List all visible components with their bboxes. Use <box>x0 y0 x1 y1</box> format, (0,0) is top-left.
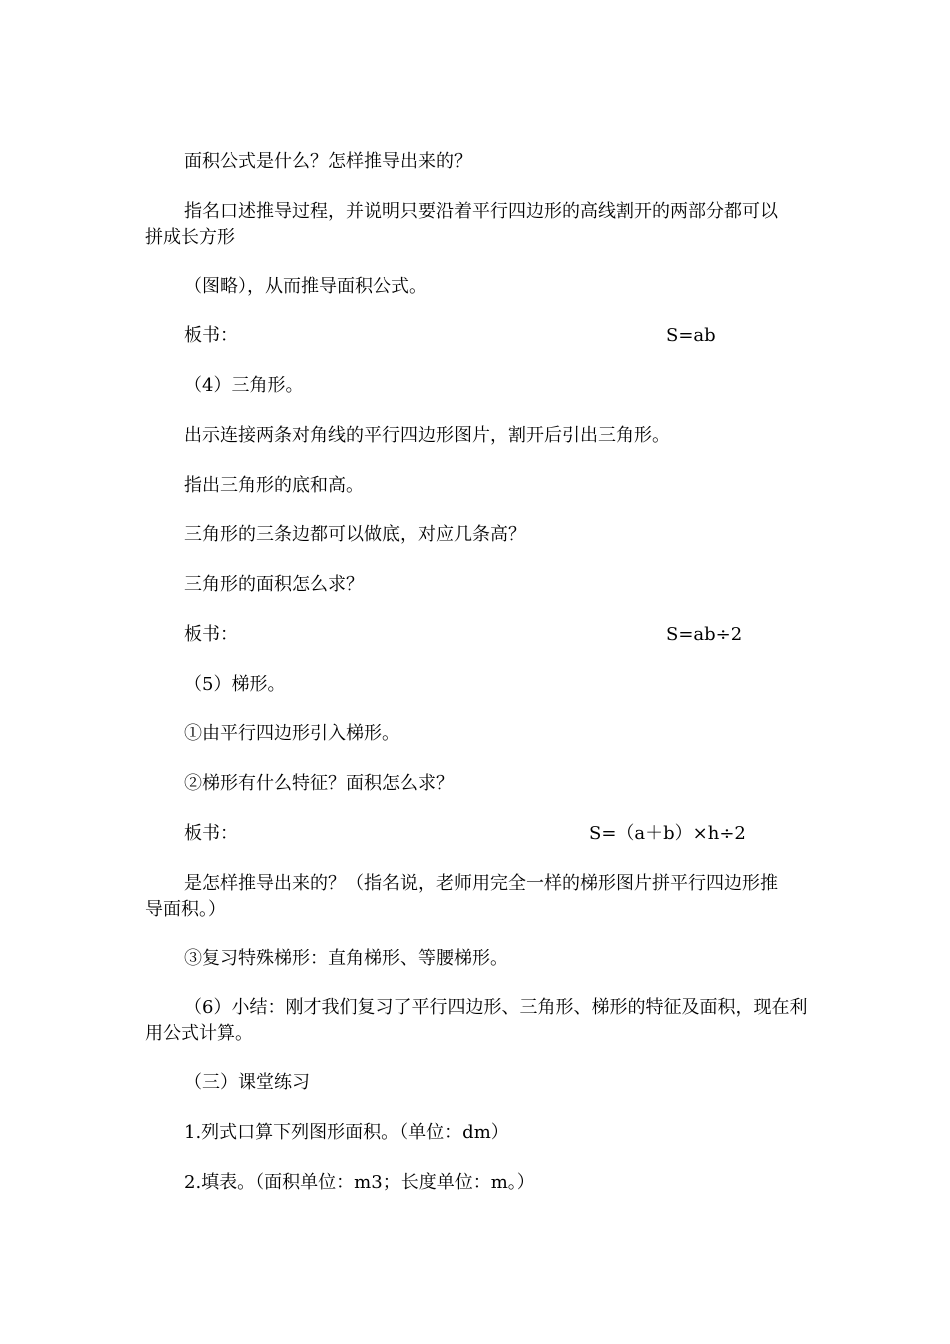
paragraph-three-sides: 三角形的三条边都可以做底，对应几条高？ <box>184 524 526 545</box>
formula-parallelogram: S=ab <box>666 325 716 346</box>
paragraph-figure-omitted: （图略），从而推导面积公式。 <box>184 276 427 297</box>
paragraph-derivation-line1: 指名口述推导过程，并说明只要沿着平行四边形的高线割开的两部分都可以 <box>184 201 778 222</box>
paragraph-summary-line2: 用公式计算。 <box>145 1023 253 1044</box>
paragraph-show-diagonals: 出示连接两条对角线的平行四边形图片，割开后引出三角形。 <box>184 425 670 446</box>
formula-trapezoid: S=（a＋b）×h÷2 <box>589 823 746 844</box>
heading-triangle: （4）三角形。 <box>184 375 304 396</box>
paragraph-trapezoid-derivation-line1: 是怎样推导出来的？（指名说，老师用完全一样的梯形图片拼平行四边形推 <box>184 873 778 894</box>
heading-classroom-practice: （三）课堂练习 <box>184 1072 310 1093</box>
paragraph-base-height: 指出三角形的底和高。 <box>184 475 364 496</box>
paragraph-derivation-line2: 拼成长方形 <box>145 227 235 248</box>
board-label-1: 板书： <box>184 325 238 346</box>
paragraph-trapezoid-features: ②梯形有什么特征？面积怎么求？ <box>184 773 454 794</box>
exercise-1: 1.列式口算下列图形面积。（单位：dm） <box>184 1122 509 1143</box>
board-label-2: 板书： <box>184 624 238 645</box>
paragraph-area-formula-question: 面积公式是什么？怎样推导出来的？ <box>184 151 472 172</box>
board-label-3: 板书： <box>184 823 238 844</box>
paragraph-triangle-area: 三角形的面积怎么求？ <box>184 574 364 595</box>
exercise-2: 2.填表。（面积单位：m3；长度单位：m。） <box>184 1172 535 1193</box>
heading-trapezoid: （5）梯形。 <box>184 674 286 695</box>
paragraph-trapezoid-derivation-line2: 导面积。） <box>145 899 226 920</box>
paragraph-trapezoid-intro: ①由平行四边形引入梯形。 <box>184 723 400 744</box>
paragraph-summary-line1: （6）小结：刚才我们复习了平行四边形、三角形、梯形的特征及面积，现在利 <box>184 997 808 1018</box>
paragraph-special-trapezoids: ③复习特殊梯形：直角梯形、等腰梯形。 <box>184 948 508 969</box>
formula-triangle: S=ab÷2 <box>666 624 743 645</box>
